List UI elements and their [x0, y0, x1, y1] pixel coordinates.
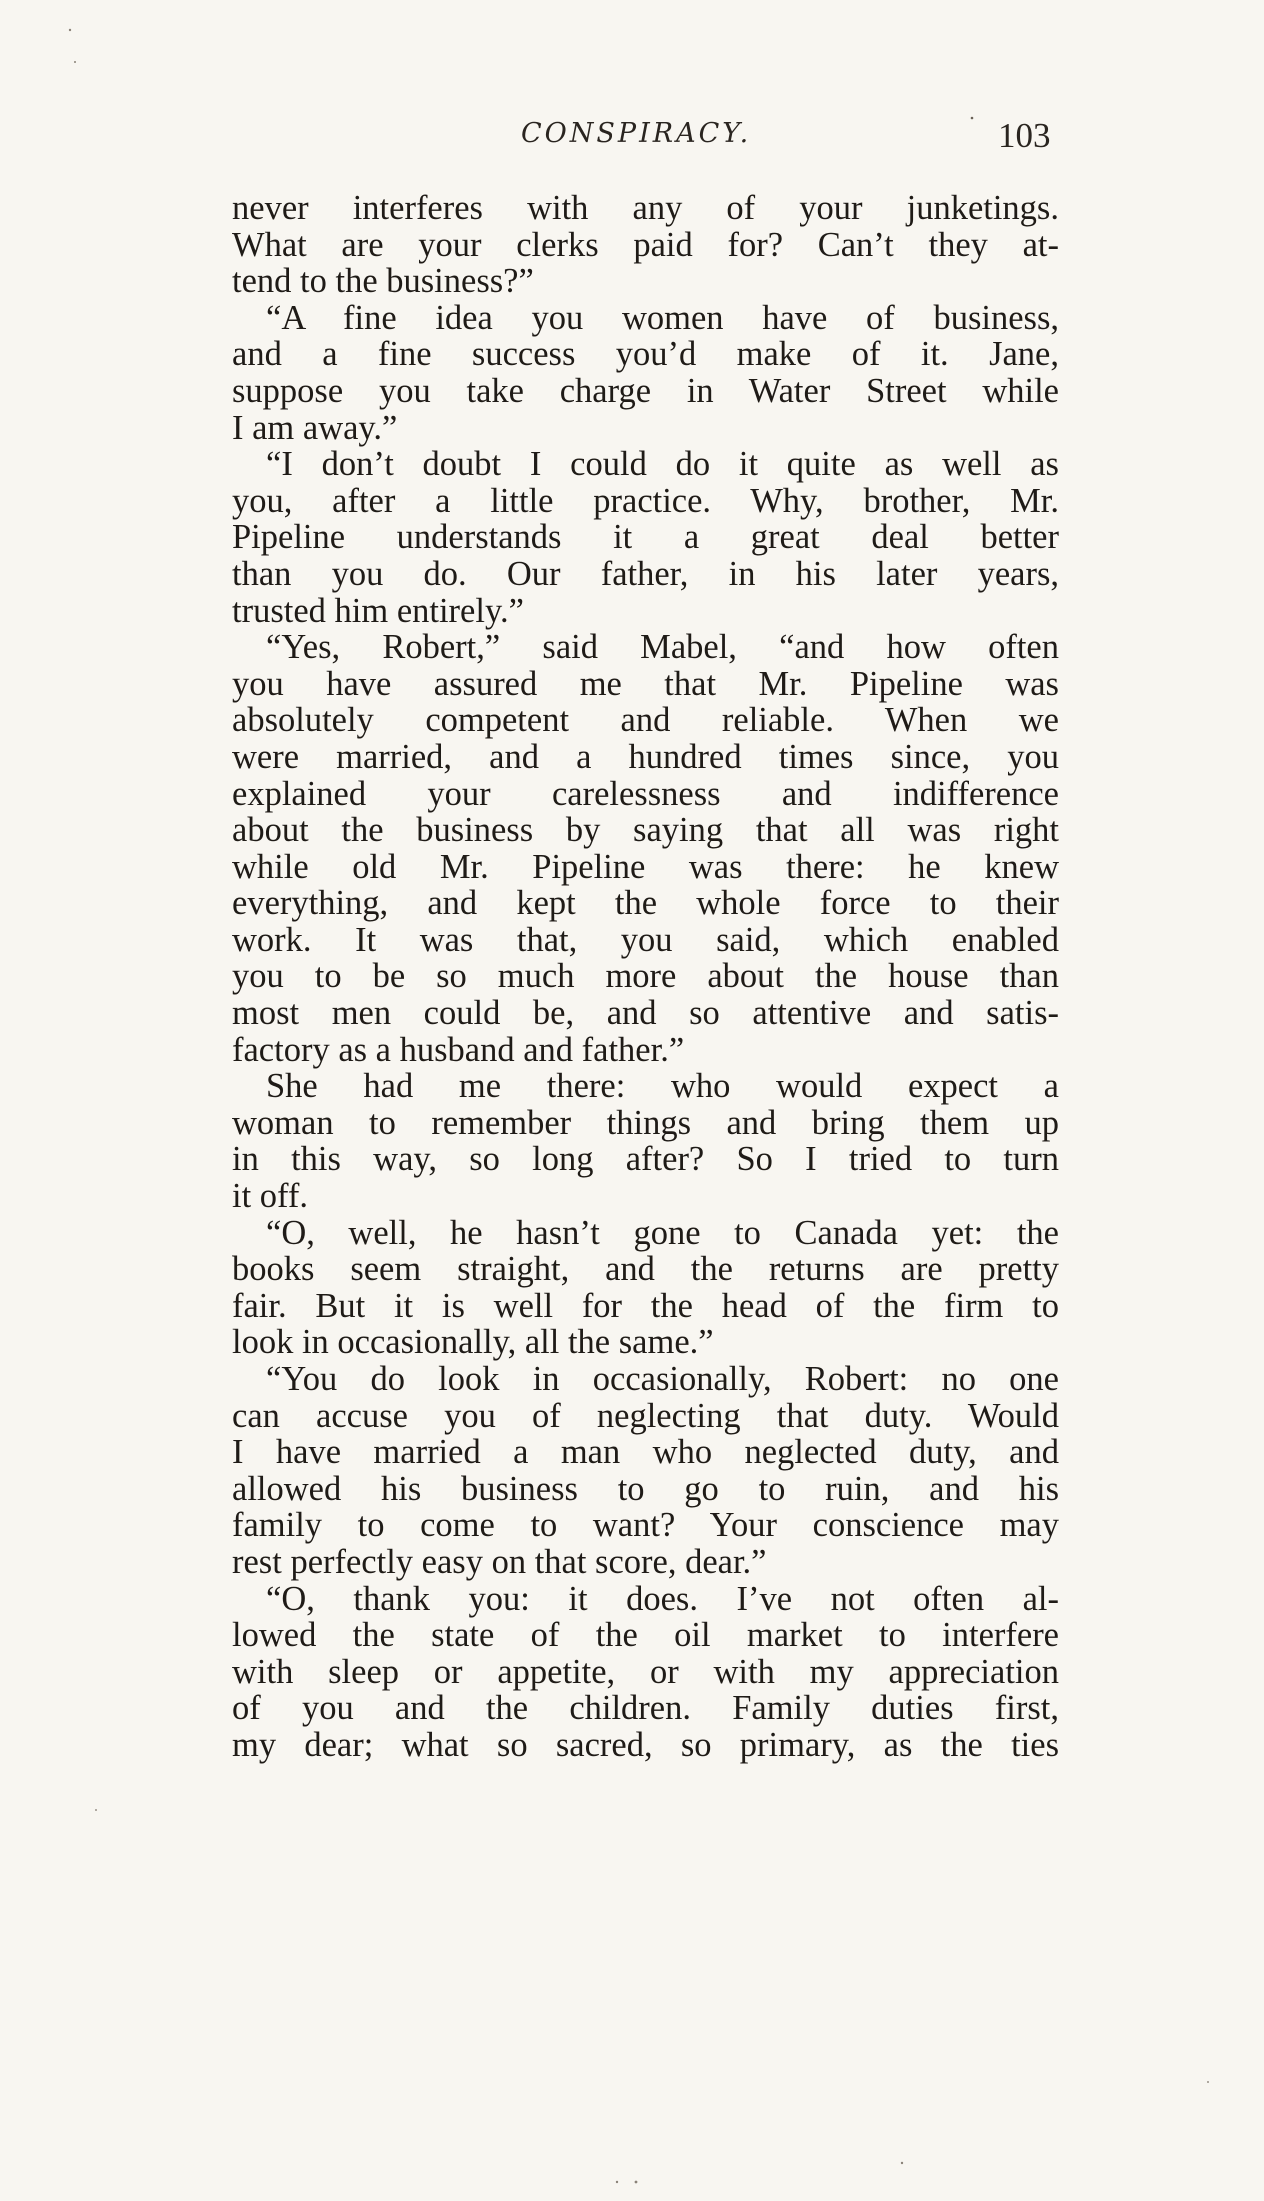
- text-line: work. It was that, you said, which enabled: [232, 920, 1059, 959]
- text-line: of you and the children. Family duties first,: [232, 1689, 1059, 1728]
- text-line: rest perfectly easy on that score, dear.”: [232, 1542, 767, 1581]
- speck: [616, 2181, 618, 2183]
- text-line: explained your carelessness and indifference: [232, 774, 1059, 813]
- text-line: you have assured me that Mr. Pipeline was: [232, 664, 1059, 703]
- speck: [901, 2162, 903, 2164]
- text-line: while old Mr. Pipeline was there: he knew: [232, 847, 1059, 886]
- running-head: [0, 118, 1264, 158]
- text-line: Pipeline understands it a great deal better: [232, 518, 1059, 557]
- text-line: woman to remember things and bring them up: [232, 1103, 1059, 1142]
- text-line: She had me there: who would expect a: [266, 1067, 1059, 1106]
- text-line: about the business by saying that all was right: [232, 811, 1059, 850]
- text-line: What are your clerks paid for? Can’t they at-: [232, 225, 1059, 264]
- text-line: allowed his business to go to ruin, and his: [232, 1469, 1059, 1508]
- speck: [1207, 2081, 1209, 2083]
- page-number: 103: [998, 116, 1051, 155]
- text-line: my dear; what so sacred, so primary, as the ties: [232, 1725, 1059, 1764]
- text-line: trusted him entirely.”: [232, 591, 524, 630]
- text-line: suppose you take charge in Water Street while: [232, 371, 1059, 410]
- text-line: family to come to want? Your conscience may: [232, 1506, 1059, 1545]
- text-line: in this way, so long after? So I tried to turn: [232, 1140, 1059, 1179]
- text-line: it off.: [232, 1177, 309, 1216]
- text-line: I have married a man who neglected duty, and: [232, 1433, 1059, 1472]
- text-line: you, after a little practice. Why, brother, Mr.: [232, 481, 1059, 520]
- text-line: lowed the state of the oil market to interfere: [232, 1616, 1059, 1655]
- text-line: “O, thank you: it does. I’ve not often al-: [266, 1579, 1059, 1618]
- text-line: books seem straight, and the returns are pretty: [232, 1250, 1059, 1289]
- text-line: can accuse you of neglecting that duty. Would: [232, 1396, 1059, 1435]
- text-line: and a fine success you’d make of it. Jane,: [232, 335, 1059, 374]
- speck: [74, 61, 76, 63]
- text-line: most men could be, and so attentive and satis-: [232, 994, 1059, 1033]
- text-line: everything, and kept the whole force to their: [232, 884, 1059, 923]
- text-line: absolutely competent and reliable. When we: [232, 701, 1059, 740]
- text-line: “A fine idea you women have of business,: [266, 298, 1059, 337]
- text-line: you to be so much more about the house than: [232, 957, 1059, 996]
- speck: [69, 29, 71, 31]
- text-line: fair. But it is well for the head of the firm to: [232, 1286, 1059, 1325]
- text-line: “Yes, Robert,” said Mabel, “and how often: [266, 628, 1059, 667]
- text-line: factory as a husband and father.”: [232, 1030, 685, 1069]
- text-line: “O, well, he hasn’t gone to Canada yet: the: [266, 1213, 1059, 1252]
- text-line: than you do. Our father, in his later years,: [232, 554, 1059, 593]
- text-line: “You do look in occasionally, Robert: no one: [266, 1360, 1059, 1398]
- text-line: with sleep or appetite, or with my appreciation: [232, 1652, 1059, 1691]
- text-line: never interferes with any of your junketings.: [232, 189, 1059, 227]
- body-text: [232, 190, 1059, 1764]
- text-line: were married, and a hundred times since, you: [232, 737, 1059, 776]
- text-line: tend to the business?”: [232, 262, 534, 301]
- running-title: CONSPIRACY.: [521, 118, 752, 149]
- text-line: “I don’t doubt I could do it quite as well as: [266, 445, 1059, 484]
- text-line: look in occasionally, all the same.”: [232, 1323, 714, 1362]
- speck: [635, 2181, 638, 2184]
- text-line: I am away.”: [232, 408, 398, 447]
- speck: [95, 1809, 97, 1811]
